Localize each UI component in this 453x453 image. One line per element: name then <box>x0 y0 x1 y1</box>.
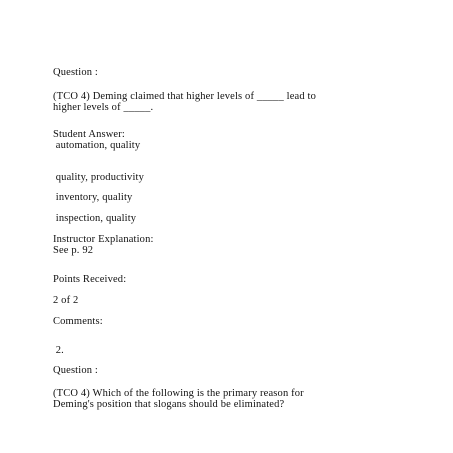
instructor-explanation-label: Instructor Explanation: <box>53 234 154 245</box>
points-received-label: Points Received: <box>53 274 127 285</box>
answer-option-2: quality, productivity <box>53 172 144 183</box>
question-2-text-line-1: (TCO 4) Which of the following is the primary reason for <box>53 388 304 399</box>
question-1-heading: Question : <box>53 67 98 78</box>
answer-option-3: inventory, quality <box>53 192 133 203</box>
instructor-explanation-text: See p. 92 <box>53 245 94 256</box>
comments-label: Comments: <box>53 316 103 327</box>
question-2-text-line-2: Deming's position that slogans should be eliminated? <box>53 399 285 410</box>
points-received-value: 2 of 2 <box>53 295 79 306</box>
question-2-heading: Question : <box>53 365 98 376</box>
question-2-number: 2. <box>53 345 64 356</box>
question-1-text-line-1: (TCO 4) Deming claimed that higher levels of _____ lead to <box>53 91 316 102</box>
question-1-text-line-2: higher levels of _____. <box>53 102 154 113</box>
answer-option-1: automation, quality <box>53 140 141 151</box>
answer-option-4: inspection, quality <box>53 213 137 224</box>
student-answer-label: Student Answer: <box>53 129 125 140</box>
